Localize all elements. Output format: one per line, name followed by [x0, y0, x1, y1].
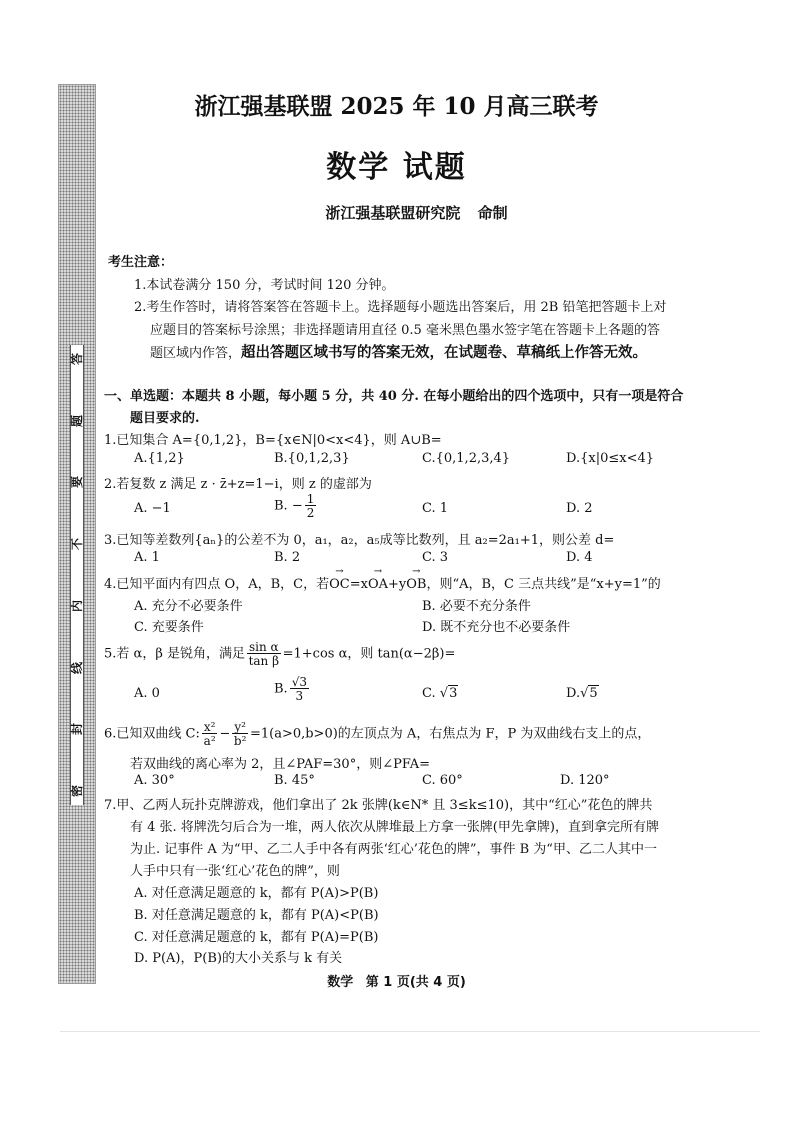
section-header-cont: 题目要求的.: [130, 411, 200, 426]
q4-option-c: C. 充要条件: [134, 620, 204, 635]
author-org: 浙江强基联盟研究院: [325, 204, 461, 222]
binding-char: 答: [70, 352, 85, 366]
question-4-stem: [104, 573, 661, 592]
q3-option-b: B. 2: [274, 550, 301, 565]
binding-char: 内: [70, 599, 85, 612]
radicand: 5: [589, 686, 598, 701]
q4-option-d: D. 既不充分也不必要条件: [422, 620, 571, 635]
notice-item: 2.考生作答时，请将答案答在答题卡上。选择题每小题选出答案后，用 2B 铅笔把答题卡上对: [134, 300, 667, 315]
fraction-denominator: tan β: [248, 654, 280, 668]
fraction-denominator: 3: [295, 689, 304, 703]
q5-option-d: [566, 686, 599, 701]
q6-stem-pre: 6.已知双曲线 C:: [104, 726, 200, 742]
q6-option-a: A. 30°: [134, 773, 175, 788]
question-7-stem: 7.甲、乙两人玩扑克牌游戏，他们拿出了 2k 张牌(k∈N* 且 3≤k≤10)，其中“红心”花色的牌共: [104, 798, 653, 813]
q2-option-b-fraction: [305, 493, 317, 519]
fraction-denominator: a²: [203, 734, 216, 748]
q3-option-d: D. 4: [566, 550, 593, 565]
fraction-numerator: sin α: [248, 640, 279, 654]
question-6-stem: [104, 721, 650, 747]
q2-option-b: [274, 493, 318, 519]
radicand: 3: [449, 686, 458, 701]
q5-option-d-prefix: D.: [566, 686, 581, 701]
q3-option-a: A. 1: [134, 550, 160, 565]
q6-stem-post: =1(a>0,b>0)的左顶点为 A，右焦点为 F，P 为双曲线右支上的点，: [249, 726, 651, 742]
q5-option-b-fraction: [290, 676, 309, 702]
q4-eq: =x: [349, 577, 368, 592]
q3-option-c: C. 3: [422, 550, 449, 565]
subject-title: 数学 试题: [326, 150, 467, 185]
fraction-denominator: 2: [306, 506, 315, 520]
author-made: 命制: [477, 204, 508, 222]
author-line: [20, 202, 793, 223]
sqrt-symbol: √5: [580, 686, 598, 701]
q1-option-d: D.{x|0≤x<4}: [566, 451, 655, 466]
question-1-stem: 1.已知集合 A={0,1,2}，B={x∈N|0<x<4}，则 A∪B=: [104, 433, 442, 448]
question-7-stem-cont: 人手中只有一张‘红心’花色的牌”，则: [130, 864, 340, 879]
q5-option-b-prefix: B.: [274, 681, 288, 697]
q6-minus: −: [219, 726, 231, 742]
sqrt-symbol: √3: [439, 686, 458, 701]
fraction-denominator: b²: [233, 734, 247, 748]
page-footer: [0, 971, 793, 990]
binding-char: 密: [70, 784, 85, 797]
fraction-numerator: x²: [203, 720, 216, 734]
q7-option-a: A. 对任意满足题意的 k，都有 P(A)>P(B): [134, 886, 379, 901]
q5-option-a: A. 0: [134, 686, 160, 701]
q1-option-c: C.{0,1,2,3,4}: [422, 451, 511, 466]
notice-item: [150, 341, 647, 362]
q1-option-a: A.{1,2}: [134, 451, 185, 466]
q5-stem-post: =1+cos α，则 tan(α−2β)=: [282, 646, 456, 662]
question-7-stem-cont: 有 4 张. 将牌洗匀后合为一堆，两人依次从牌堆最上方拿一张牌(甲先拿牌)，直到拿完所有牌: [130, 820, 659, 835]
q6-fraction-y: [232, 721, 248, 747]
q2-option-b-prefix: B. −: [274, 498, 303, 514]
q6-option-b: B. 45°: [274, 773, 315, 788]
q5-stem-pre: 5.若 α，β 是锐角，满足: [104, 646, 245, 662]
section-header: 一、单选题：本题共 8 小题，每小题 5 分，共 40 分. 在每小题给出的四个选项中，只有一项是符合: [104, 389, 684, 404]
question-2-stem: 2.若复数 z 满足 z · z̄+z=1−i，则 z 的虚部为: [104, 477, 372, 492]
q5-option-c-prefix: C.: [422, 686, 436, 701]
q4-stem-post: ，则“A，B，C 三点共线”是“x+y=1”的: [426, 577, 661, 592]
question-7-stem-cont: 为止. 记事件 A 为“甲、乙二人手中各有两张‘红心’花色的牌”，事件 B 为“甲、乙二人其中一: [130, 842, 657, 857]
footer-subject: 数学: [327, 975, 354, 990]
page-number: 第 1 页(共 4 页): [365, 975, 466, 990]
q6-option-d: D. 120°: [560, 773, 610, 788]
binding-char: 要: [70, 476, 85, 489]
question-3-stem: 3.已知等差数列{aₙ}的公差不为 0，a₁，a₂，a₅成等比数列，且 a₂=2a₁+1，则公差 d=: [104, 533, 615, 548]
q7-option-c: C. 对任意满足题意的 k，都有 P(A)=P(B): [134, 930, 379, 945]
bottom-divider: [60, 1031, 760, 1032]
notice-item: 1.本试卷满分 150 分，考试时间 120 分钟。: [134, 278, 395, 293]
fraction-numerator: y²: [234, 720, 246, 734]
q6-fraction-x: [202, 721, 218, 747]
q4-plus: +y: [387, 577, 407, 592]
q5-option-c: [422, 686, 458, 701]
q5-option-b: [274, 676, 311, 702]
binding-warning-strip: [70, 345, 84, 805]
q4-option-b: B. 必要不充分条件: [422, 599, 531, 614]
q4-option-a: A. 充分不必要条件: [134, 599, 243, 614]
binding-char: 封: [70, 723, 85, 736]
question-6-stem-cont: 若双曲线的离心率为 2，且∠PAF=30°，则∠PFA=: [130, 757, 431, 772]
q7-option-d: D. P(A)，P(B)的大小关系与 k 有关: [134, 951, 343, 966]
binding-char: 题: [70, 414, 85, 427]
q6-option-c: C. 60°: [422, 773, 463, 788]
question-5-stem: [104, 641, 455, 667]
vector-ob: → OB: [406, 577, 426, 592]
q4-stem-pre: 4.已知平面内有四点 O，A，B，C，若: [104, 577, 330, 592]
binding-char: 不: [70, 538, 85, 551]
q5-fraction: [247, 641, 281, 667]
q7-option-b: B. 对任意满足题意的 k，都有 P(A)<P(B): [134, 908, 379, 923]
binding-char: 线: [70, 661, 85, 674]
q2-option-c: C. 1: [422, 501, 449, 516]
vector-oc: → OC: [329, 577, 350, 592]
notice-emphasis: 超出答题区域书写的答案无效，在试题卷、草稿纸上作答无效。: [241, 345, 648, 361]
fraction-numerator: √3: [291, 675, 307, 689]
fraction-numerator: 1: [306, 492, 315, 506]
notice-text: 题区域内作答，: [150, 346, 242, 361]
q1-option-b: B.{0,1,2,3}: [274, 451, 350, 466]
notice-heading: 考生注意：: [108, 255, 174, 270]
exam-title: 浙江强基联盟 2025 年 10 月高三联考: [194, 93, 599, 120]
q2-option-d: D. 2: [566, 501, 593, 516]
q2-option-a: A. −1: [134, 501, 171, 516]
vector-oa: → OA: [368, 577, 388, 592]
notice-item: 应题目的答案标号涂黑；非选择题请用直径 0.5 毫米黑色墨水签字笔在答题卡上各题的答: [150, 323, 660, 338]
